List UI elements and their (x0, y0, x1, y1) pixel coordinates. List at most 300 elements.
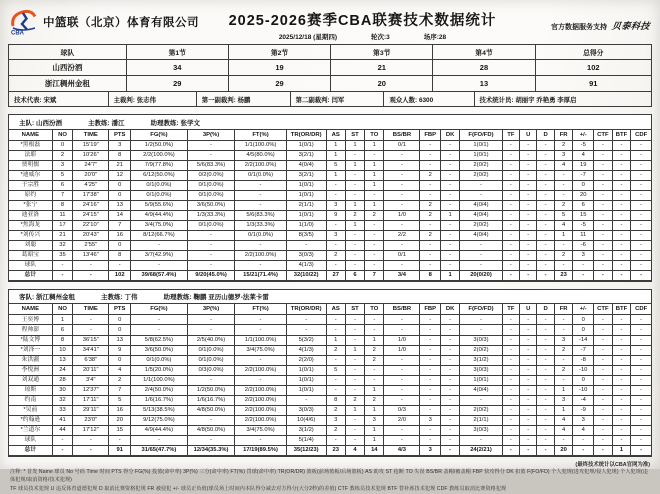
stat-cell: 0/1(0.0%) (235, 230, 286, 240)
stat-cell: - (631, 385, 652, 395)
player-row (9, 355, 652, 365)
stat-cell: - (631, 315, 652, 325)
stat-cell: - (554, 240, 573, 250)
stat-cell: - (594, 240, 613, 250)
stat-cell: - (520, 445, 537, 455)
stat-cell: - (502, 315, 519, 325)
stat-cell: 3(0/3) (286, 405, 326, 415)
stat-cell: - (365, 250, 384, 260)
stat-col-header: BTF (612, 304, 631, 315)
stat-cell: - (187, 375, 235, 385)
stat-cell: - (537, 160, 554, 170)
stat-cell: 0/1(0.0%) (187, 180, 235, 190)
stat-cell: - (594, 190, 613, 200)
stat-cell: 2(0/2) (460, 220, 502, 230)
stat-cell: 8(3/5) (286, 230, 326, 240)
stat-cell: 1 (365, 385, 384, 395)
support-brand-logo: 贝泰科技 (611, 21, 651, 31)
stat-cell: 3 (52, 160, 73, 170)
stat-cell: - (520, 230, 537, 240)
stat-cell: -7 (573, 345, 594, 355)
stat-header-row (9, 304, 652, 315)
stat-col-header: FG(%) (131, 304, 188, 315)
score-cell: 29 (228, 76, 330, 92)
stat-cell: 9/20(45.0%) (187, 270, 235, 280)
stat-cell: - (631, 355, 652, 365)
stat-cell: - (187, 140, 235, 150)
stat-cell: - (286, 240, 326, 250)
stat-cell: - (612, 395, 631, 405)
stat-cell: - (187, 435, 235, 445)
stat-cell: 3(1/2) (460, 355, 502, 365)
game-date: 2025/12/18 (星期四) (278, 34, 337, 41)
stat-cell: 2 (326, 250, 345, 260)
stat-col-header: DK (441, 304, 460, 315)
stat-cell: 5/6(83.3%) (235, 210, 286, 220)
stat-cell: -4 (573, 395, 594, 405)
stat-cell: 32 (52, 240, 73, 250)
stat-cell: 0 (573, 325, 594, 335)
stat-cell: - (502, 160, 519, 170)
stat-cell: - (520, 140, 537, 150)
score-col-header: 总得分 (535, 45, 651, 60)
stat-col-header: CDF (631, 304, 652, 315)
stat-cell: 2/2(100.0%) (235, 160, 286, 170)
stat-cell: 4 (573, 425, 594, 435)
stat-cell: 7 (52, 190, 73, 200)
stat-cell: 2 (326, 405, 345, 415)
stat-cell: 0 (109, 180, 131, 190)
stat-cell: 2 (420, 230, 441, 240)
stat-cell: - (631, 260, 652, 270)
stat-cell: - (631, 270, 652, 280)
stat-cell: 1 (365, 405, 384, 415)
stat-cell: - (594, 335, 613, 345)
stat-cell: 5 (326, 365, 345, 375)
stat-cell: - (612, 325, 631, 335)
stat-cell: - (520, 220, 537, 230)
stat-cell: 2/0 (384, 415, 420, 425)
stat-cell: 0 (109, 240, 131, 250)
stat-col-header: TF (502, 304, 519, 315)
stat-cell: -5 (573, 140, 594, 150)
stat-cell: - (420, 190, 441, 200)
officials-bar (8, 91, 652, 107)
stat-col-header: +/- (573, 304, 594, 315)
stat-cell: 4'25" (73, 180, 109, 190)
stat-cell: - (326, 375, 345, 385)
stat-cell: - (384, 190, 420, 200)
stat-cell: - (502, 355, 519, 365)
stat-cell: 1(0/1) (460, 150, 502, 160)
stat-cell: - (631, 375, 652, 385)
stat-cell: - (631, 220, 652, 230)
stat-cell: - (520, 335, 537, 345)
stat-cell: - (612, 150, 631, 160)
stat-cell: - (520, 425, 537, 435)
stat-cell: 2 (326, 345, 345, 355)
stat-cell: - (326, 240, 345, 250)
stat-cell: 3'4" (73, 375, 109, 385)
head-coach: 主教练: 潘江 (87, 119, 125, 127)
stat-cell: - (594, 345, 613, 355)
stat-cell: 1 (52, 315, 73, 325)
stat-cell: - (420, 140, 441, 150)
stat-cell: - (384, 355, 420, 365)
stat-cell: - (441, 365, 460, 375)
stat-cell: 5/8(62.5%) (131, 335, 188, 345)
stat-cell: - (612, 180, 631, 190)
header-left (10, 9, 225, 35)
stat-cell: - (73, 445, 109, 455)
player-name-cell: *刘传兴 (9, 230, 53, 240)
stat-cell: 0/1(0.0%) (187, 190, 235, 200)
player-name-cell: 于宗胜 (9, 180, 53, 190)
stat-cell: - (441, 220, 460, 230)
stat-cell: - (420, 405, 441, 415)
stat-cell: - (420, 365, 441, 375)
stat-col-header: F(FO/FD) (460, 304, 502, 315)
stat-col-header: PTS (109, 129, 131, 140)
stat-cell: - (345, 150, 364, 160)
stat-cell: - (520, 200, 537, 210)
stat-cell: - (631, 415, 652, 425)
stat-cell: - (594, 355, 613, 365)
stat-cell: 32(10/22) (286, 270, 326, 280)
stat-cell: - (73, 435, 109, 445)
stat-cell: - (420, 355, 441, 365)
stat-cell: 0 (109, 315, 131, 325)
stat-cell: - (594, 425, 613, 435)
stat-cell: - (520, 260, 537, 270)
stat-cell: 1/0 (384, 210, 420, 220)
stat-cell: - (594, 435, 613, 445)
stat-cell: - (73, 325, 109, 335)
stat-cell: 1/1(100.0%) (131, 375, 188, 385)
stat-cell: 32 (52, 395, 73, 405)
stat-cell: 20(0/20) (460, 270, 502, 280)
stat-cell: 8 (420, 270, 441, 280)
stat-cell: - (286, 315, 326, 325)
stat-cell: 21 (52, 230, 73, 240)
stat-cell: 1 (365, 425, 384, 435)
stat-cell: - (520, 375, 537, 385)
stat-cell: 10(4/6) (286, 415, 326, 425)
stat-cell: 23 (326, 445, 345, 455)
stat-cell: - (554, 375, 573, 385)
stat-cell: 3(0/3) (460, 425, 502, 435)
stat-cell: - (631, 230, 652, 240)
stat-cell: - (612, 425, 631, 435)
stat-cell: - (612, 160, 631, 170)
stat-col-header: FR (554, 129, 573, 140)
stat-cell: 0 (573, 315, 594, 325)
stat-cell: - (187, 150, 235, 160)
stat-cell: 2/2(100.0%) (235, 365, 286, 375)
stat-cell: 24 (52, 365, 73, 375)
stat-cell: - (345, 180, 364, 190)
player-name-cell: 刘双通 (9, 375, 53, 385)
stat-col-header: U (520, 304, 537, 315)
stat-cell: 2 (326, 425, 345, 435)
stat-cell: -14 (573, 335, 594, 345)
stat-cell: 1 (612, 445, 631, 455)
stat-cell: - (502, 230, 519, 240)
stat-cell: - (612, 415, 631, 425)
stat-header-row (9, 129, 652, 140)
stat-cell: - (631, 200, 652, 210)
stat-cell: 2 (365, 355, 384, 365)
stat-cell: 0/1(0.0%) (131, 355, 188, 365)
stat-cell: - (235, 315, 286, 325)
stat-cell: 0 (109, 325, 131, 335)
stat-cell: 17'11" (73, 395, 109, 405)
stat-cell: - (502, 365, 519, 375)
stat-cell: - (460, 190, 502, 200)
stat-cell: 12/34(35.3%) (187, 445, 235, 455)
disclaimer-note: (最终技术统计以CBA官网为准) (575, 461, 650, 468)
stat-cell: - (537, 220, 554, 230)
stat-cell: 5/6(83.3%) (187, 160, 235, 170)
stat-cell: - (384, 385, 420, 395)
stat-cell: - (345, 425, 364, 435)
stat-cell: 12'37" (73, 385, 109, 395)
stat-cell: - (365, 260, 384, 270)
player-name-cell: 总计 (9, 445, 53, 455)
stat-cell: - (441, 385, 460, 395)
official-cell: 第一副裁判: 杨鹏 (196, 92, 290, 107)
stat-cell: 2 (420, 200, 441, 210)
stat-cell: - (502, 395, 519, 405)
stat-cell: - (441, 415, 460, 425)
stat-cell: 1 (326, 335, 345, 345)
stat-cell: - (502, 405, 519, 415)
stat-cell: 24'15" (73, 210, 109, 220)
stat-cell: 3 (109, 140, 131, 150)
score-col-header: 第4节 (433, 45, 535, 60)
player-name-cell: 朱洪疆 (9, 355, 53, 365)
score-table (8, 44, 652, 92)
stat-cell: - (573, 445, 594, 455)
stat-cell: 1/2(50.0%) (131, 140, 188, 150)
stat-cell: - (612, 335, 631, 345)
stat-cell: - (441, 405, 460, 415)
stat-cell: 20'43" (73, 230, 109, 240)
stat-cell: 15/21(71.4%) (235, 270, 286, 280)
stat-col-header: FT(%) (235, 129, 286, 140)
stat-cell: - (187, 240, 235, 250)
stat-cell: 20'0" (73, 170, 109, 180)
stat-col-header: FBP (420, 129, 441, 140)
stat-cell: 6'38" (73, 355, 109, 365)
stat-cell: 4 (554, 160, 573, 170)
stat-cell: 7 (365, 270, 384, 280)
stat-cell: - (502, 385, 519, 395)
stat-cell: - (594, 150, 613, 160)
stat-col-header: CDF (631, 129, 652, 140)
stat-cell: 14 (365, 445, 384, 455)
stat-cell: -8 (573, 355, 594, 365)
stat-cell: 1/0 (384, 345, 420, 355)
stat-cell: 1 (326, 150, 345, 160)
player-name-cell: 约南 (9, 395, 53, 405)
stat-cell: 3 (554, 335, 573, 345)
stat-cell: - (502, 180, 519, 190)
player-row (9, 405, 652, 415)
player-name-cell: *陆文博 (9, 335, 53, 345)
score-col-header: 第2节 (228, 45, 330, 60)
team-line-row (9, 435, 652, 445)
stat-cell: - (326, 190, 345, 200)
stat-cell: 11 (573, 230, 594, 240)
stat-cell: - (520, 210, 537, 220)
stat-cell: - (520, 365, 537, 375)
stat-cell: - (460, 395, 502, 405)
stat-cell: 17/19(89.5%) (235, 445, 286, 455)
stat-cell: - (420, 160, 441, 170)
stat-cell: - (631, 160, 652, 170)
stat-cell: - (594, 180, 613, 190)
stat-cell: - (109, 435, 131, 445)
stat-cell: - (631, 435, 652, 445)
stat-cell: - (537, 270, 554, 280)
stat-cell: - (441, 395, 460, 405)
stat-cell: 34'41" (73, 345, 109, 355)
stat-col-header: TIME (73, 304, 109, 315)
stat-cell: 1 (326, 170, 345, 180)
stat-cell: - (520, 240, 537, 250)
stat-cell: - (235, 355, 286, 365)
stat-cell: 1(0/1) (286, 140, 326, 150)
stat-cell: 17'12" (73, 425, 109, 435)
stat-cell: 3 (420, 415, 441, 425)
stat-cell: - (52, 260, 73, 270)
stat-cell: - (131, 435, 188, 445)
stat-cell: - (365, 375, 384, 385)
stat-cell: 3 (326, 230, 345, 240)
stat-cell: 3/6(50.0%) (187, 200, 235, 210)
stat-cell: 5/13(38.5%) (131, 405, 188, 415)
stat-cell: - (52, 445, 73, 455)
stat-cell: - (520, 385, 537, 395)
team-name-cell: 浙江稠州金租 (9, 76, 127, 92)
stat-cell: 5 (109, 395, 131, 405)
stat-cell: 2 (365, 345, 384, 355)
stat-cell: 3(0/3) (460, 365, 502, 375)
stat-cell: - (441, 315, 460, 325)
player-row (9, 160, 652, 170)
stat-cell: 36'15" (73, 335, 109, 345)
team-side-and-name: 主队: 山西汾酒 (19, 119, 62, 127)
stat-cell: 1 (554, 385, 573, 395)
stat-cell: 0/1(0.0%) (131, 180, 188, 190)
stat-cell: 2/2(100.0%) (235, 250, 286, 260)
totals-row (9, 445, 652, 455)
round-label: 轮次:3 (370, 34, 390, 41)
stat-cell: 35(12/23) (286, 445, 326, 455)
stat-cell: - (594, 395, 613, 405)
stat-cell: - (345, 260, 364, 270)
stat-cell: - (537, 250, 554, 260)
stat-cell: - (631, 180, 652, 190)
stat-cell: - (594, 270, 613, 280)
stat-cell: - (537, 345, 554, 355)
stat-cell: 2(0/2) (460, 170, 502, 180)
stat-cell: - (326, 355, 345, 365)
stat-cell: 1/6(16.7%) (131, 395, 188, 405)
stat-cell: 15 (573, 210, 594, 220)
stat-cell: 1(0/1) (286, 210, 326, 220)
stat-cell: - (420, 220, 441, 230)
stat-cell: 4 (109, 365, 131, 375)
player-name-cell: 总计 (9, 270, 53, 280)
stat-cell: - (345, 335, 364, 345)
away-team-stats-block (8, 289, 652, 457)
stat-cell: 3 (573, 250, 594, 260)
home-team-stats-block (8, 114, 652, 282)
stat-cell: - (520, 160, 537, 170)
stat-cell: - (554, 325, 573, 335)
svg-text:CBA: CBA (11, 30, 24, 35)
stat-col-header: BS/BR (384, 129, 420, 140)
stat-cell: - (537, 385, 554, 395)
stat-cell: - (131, 260, 188, 270)
stat-cell: 9 (109, 345, 131, 355)
stat-cell: - (73, 260, 109, 270)
stat-cell: - (537, 210, 554, 220)
stat-col-header: FR (554, 304, 573, 315)
assistant-coach: 助理教练: 张学文 (150, 119, 200, 127)
stat-cell: - (520, 315, 537, 325)
stat-cell: - (131, 325, 188, 335)
stat-col-header: 3P(%) (187, 129, 235, 140)
stat-cell: - (612, 220, 631, 230)
stat-cell: - (187, 315, 235, 325)
stat-cell: 2/2(100.0%) (131, 150, 188, 160)
stat-cell: - (460, 315, 502, 325)
stat-cell: 5 (554, 210, 573, 220)
stat-cell: - (384, 160, 420, 170)
player-name-cell: 法耶 (9, 150, 53, 160)
stat-cell: - (594, 325, 613, 335)
stat-cell: 2 (365, 395, 384, 405)
stat-cell: 91 (109, 445, 131, 455)
stat-cell: 1 (365, 180, 384, 190)
stat-cell: - (441, 435, 460, 445)
stat-cell: - (537, 415, 554, 425)
stat-cell: 1 (441, 270, 460, 280)
stat-cell: - (345, 315, 364, 325)
stat-cell: - (502, 375, 519, 385)
stat-cell: 0/1(0.0%) (187, 220, 235, 230)
score-cell: 21 (331, 60, 433, 76)
stat-cell: 8 (52, 335, 73, 345)
stat-cell: 2(2/0) (286, 355, 326, 365)
stat-cell: - (502, 220, 519, 230)
player-name-cell: 刘聪 (9, 240, 53, 250)
official-cell: 技术统计员: 胡丽宇 乔艳勇 李厚启 (474, 92, 652, 107)
stat-cell: 7 (109, 385, 131, 395)
stat-cell: 102 (109, 270, 131, 280)
stat-cell: - (594, 260, 613, 270)
stat-cell: - (537, 425, 554, 435)
stat-cell: - (594, 210, 613, 220)
stat-cell: - (537, 150, 554, 160)
stat-cell: 4(0/4) (460, 385, 502, 395)
stat-cell: - (554, 315, 573, 325)
stat-cell: - (441, 150, 460, 160)
stat-cell: 5/9(55.6%) (131, 200, 188, 210)
